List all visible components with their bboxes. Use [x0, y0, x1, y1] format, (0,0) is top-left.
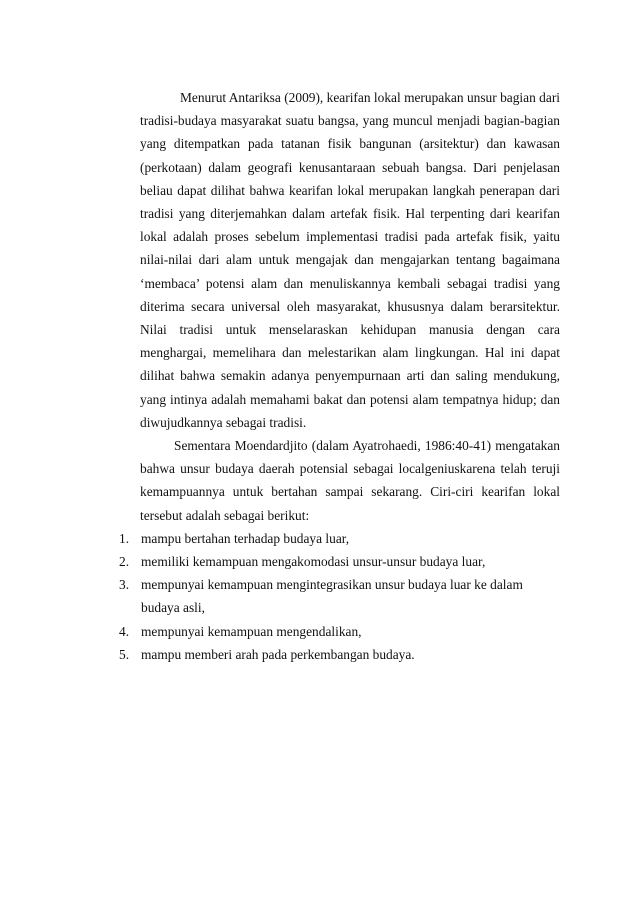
list-number: 3.	[119, 577, 130, 593]
paragraph-moendardjito: Sementara Moendardjito (dalam Ayatrohaedi, 1986:40-41) mengatakan bahwa unsur budaya daerah potensial sebagai localgeniuskarena telah teruji kemampuannya untuk bertahan sampai sekarang. Ciri-ciri kearifan lokal tersebut adalah sebagai berikut:	[140, 438, 560, 523]
list-text: memiliki kemampuan mengakomodasi unsur-unsur budaya luar,	[141, 554, 486, 570]
list-number: 2.	[119, 554, 130, 570]
list-item	[119, 573, 532, 619]
list-item	[119, 550, 532, 573]
list-text: mampu memberi arah pada perkembangan budaya.	[141, 646, 415, 662]
list-item	[119, 620, 532, 643]
paragraph-antariksa: Menurut Antariksa (2009), kearifan lokal merupakan unsur bagian dari tradisi-budaya masyarakat suatu bangsa, yang muncul menjadi bagian-bagian yang ditempatkan pada tatanan fisik bangunan (arsitektur) dan kawasan (perkotaan) dalam geografi kenusantaraan sebuah bangsa. Dari penjelasan beliau dapat dilihat bahwa kearifan lokal merupakan langkah penerapan dari tradisi yang diterjemahkan dalam artefak fisik. Hal terpenting dari kearifan lokal adalah proses sebelum implementasi tradisi pada artefak fisik, yaitu nilai-nilai dari alam untuk mengajak dan mengajarkan tentang bagaimana ‘membaca’ potensi alam dan menuliskannya kembali sebagai tradisi yang diterima secara universal oleh masyarakat, khususnya dalam berarsitektur. Nilai tradisi untuk menselaraskan kehidupan manusia dengan cara menghargai, memelihara dan melestarikan alam lingkungan. Hal ini dapat dilihat bahwa semakin adanya penyempurnaan arti dan saling mendukung, yang intinya adalah memahami bakat dan potensi alam tempatnya hidup; dan diwujudkannya sebagai tradisi.	[140, 90, 560, 430]
list-text: mempunyai kemampuan mengintegrasikan unsur budaya luar ke dalam budaya asli,	[141, 577, 523, 616]
list-item	[119, 643, 532, 666]
list-item	[119, 527, 532, 550]
list-number: 5.	[119, 646, 130, 662]
document-body	[119, 86, 560, 666]
list-text: mampu bertahan terhadap budaya luar,	[141, 530, 350, 546]
list-number: 1.	[119, 530, 130, 546]
characteristics-list	[119, 527, 532, 666]
list-number: 4.	[119, 623, 130, 639]
list-text: mempunyai kemampuan mengendalikan,	[141, 623, 362, 639]
